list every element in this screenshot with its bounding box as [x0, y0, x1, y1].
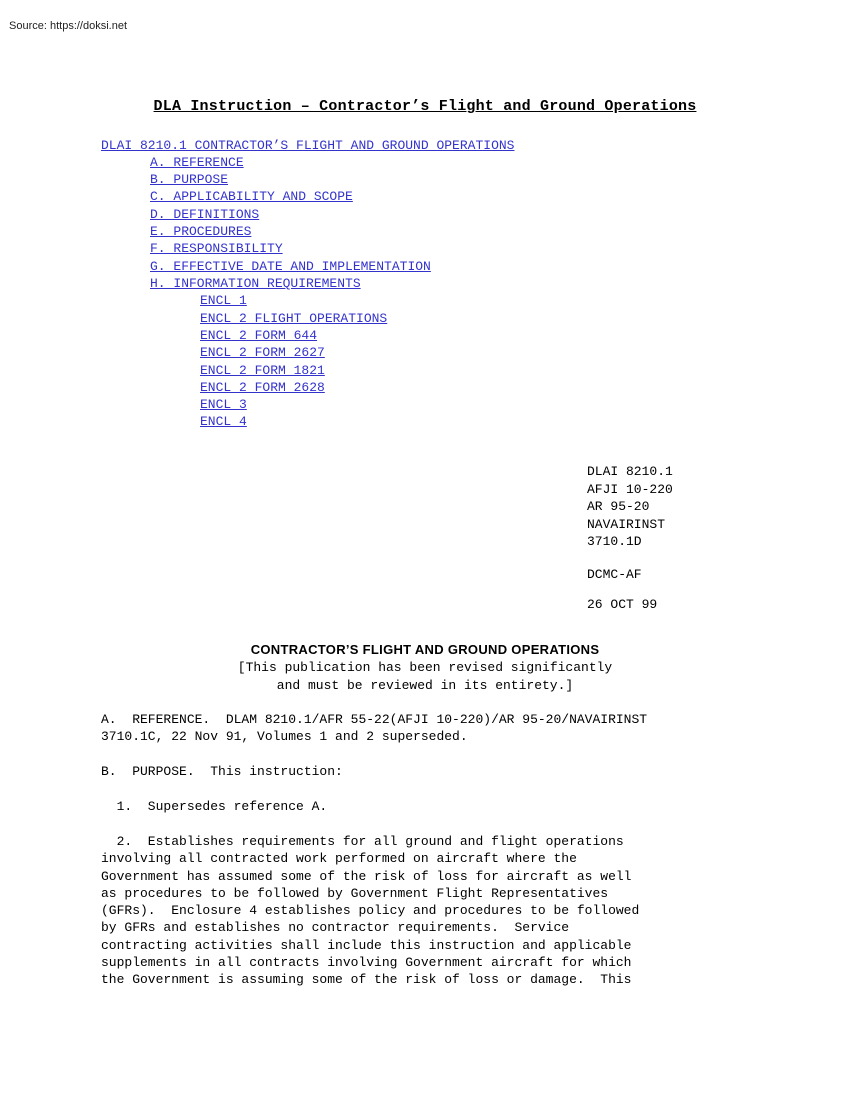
purpose-item-2	[101, 833, 639, 989]
reference-paragraph	[101, 711, 647, 746]
paragraph-line: supplements in all contracts involving Government aircraft for which	[101, 955, 632, 971]
toc-link-encl-2-form-2627[interactable]: ENCL 2 FORM 2627	[200, 345, 325, 360]
office-symbol: DCMC-AF	[587, 566, 642, 582]
document-heading: CONTRACTOR’S FLIGHT AND GROUND OPERATIONS	[250, 642, 600, 657]
paragraph-line: contracting activities shall include this instruction and applicable	[101, 937, 632, 953]
paragraph-line: Government has assumed some of the risk of loss for aircraft as well	[101, 868, 632, 884]
toc-link-reference[interactable]: A. REFERENCE	[150, 155, 244, 170]
toc-link-purpose[interactable]: B. PURPOSE	[150, 172, 229, 187]
toc-link-effective-date[interactable]: G. EFFECTIVE DATE AND IMPLEMENTATION	[150, 259, 431, 274]
source-label: Source: https://doksi.net	[9, 20, 128, 32]
paragraph-line: A. REFERENCE. DLAM 8210.1/AFR 55-22(AFJI 10-220)/AR 95-20/NAVAIRINST	[101, 712, 648, 727]
page-title: DLA Instruction – Contractor’s Flight and Ground Operations	[153, 98, 697, 115]
document-date: 26 OCT 99	[587, 597, 658, 612]
paragraph-line: (GFRs). Enclosure 4 establishes policy and procedures to be followed	[101, 903, 640, 919]
designation-line: AR 95-20	[587, 499, 650, 514]
designation-line: AFJI 10-220	[587, 481, 673, 497]
paragraph-line: B. PURPOSE. This instruction:	[101, 764, 343, 779]
toc-link-information-requirements[interactable]: H. INFORMATION REQUIREMENTS	[150, 276, 361, 291]
paragraph-line: 2. Establishes requirements for all ground and flight operations	[101, 834, 624, 849]
document-designations	[587, 463, 673, 614]
notice-line: and must be reviewed in its entirety.]	[276, 677, 574, 693]
toc-link-responsibility[interactable]: F. RESPONSIBILITY	[150, 241, 283, 256]
toc-link-procedures[interactable]: E. PROCEDURES	[150, 224, 252, 239]
designation-line: 3710.1D	[587, 534, 642, 549]
purpose-item-1	[101, 798, 327, 815]
designation-line: NAVAIRINST	[587, 516, 666, 532]
toc-link-encl-2-flight-operations[interactable]: ENCL 2 FLIGHT OPERATIONS	[200, 311, 388, 326]
toc-link-applicability[interactable]: C. APPLICABILITY AND SCOPE	[150, 189, 353, 204]
toc-link-encl-2-form-1821[interactable]: ENCL 2 FORM 1821	[200, 363, 325, 378]
purpose-paragraph	[101, 763, 343, 780]
toc-link-encl-4[interactable]: ENCL 4	[200, 414, 247, 429]
paragraph-line: as procedures to be followed by Government Flight Representatives	[101, 885, 609, 901]
toc-link-encl-2-form-2628[interactable]: ENCL 2 FORM 2628	[200, 380, 325, 395]
notice-line: [This publication has been revised significantly	[237, 660, 613, 675]
toc-link-main[interactable]: DLAI 8210.1 CONTRACTOR’S FLIGHT AND GROUND OPERATIONS	[101, 138, 515, 153]
paragraph-line: by GFRs and establishes no contractor requirements. Service	[101, 920, 570, 936]
paragraph-line: 1. Supersedes reference A.	[101, 799, 328, 814]
paragraph-line: 3710.1C, 22 Nov 91, Volumes 1 and 2 superseded.	[101, 729, 468, 745]
toc-link-definitions[interactable]: D. DEFINITIONS	[150, 207, 260, 222]
toc-link-encl-2-form-644[interactable]: ENCL 2 FORM 644	[200, 328, 318, 343]
toc-link-encl-1[interactable]: ENCL 1	[200, 293, 247, 308]
toc-link-encl-3[interactable]: ENCL 3	[200, 397, 247, 412]
designation-line: DLAI 8210.1	[587, 464, 673, 479]
revision-notice	[0, 659, 850, 694]
paragraph-line: involving all contracted work performed on aircraft where the	[101, 851, 577, 867]
paragraph-line: the Government is assuming some of the risk of loss or damage. This	[101, 972, 632, 988]
